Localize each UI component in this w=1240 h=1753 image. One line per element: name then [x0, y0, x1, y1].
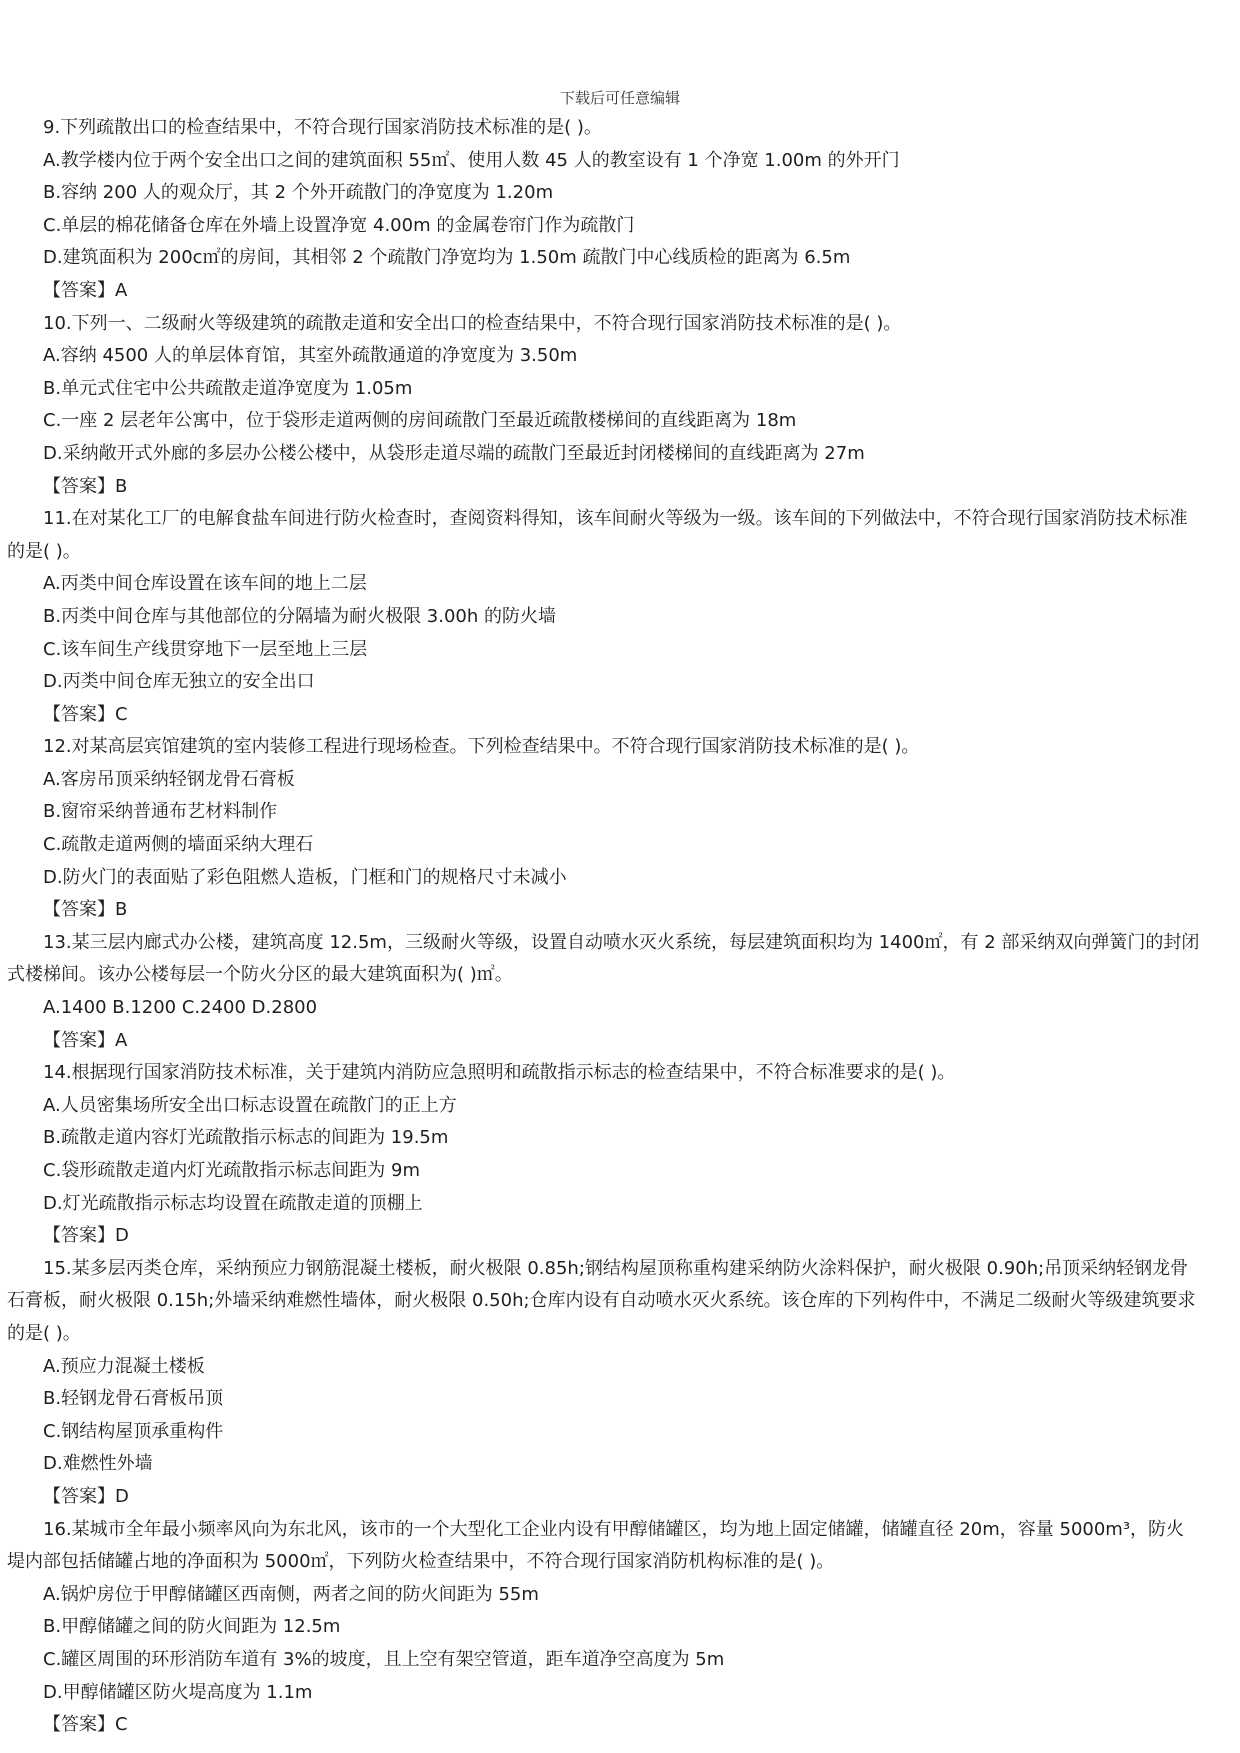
question-15-line-3: 的是( )。 — [7, 1322, 81, 1344]
option-14a: A.人员密集场所安全出口标志设置在疏散门的正上方 — [43, 1094, 457, 1116]
option-11d: D.丙类中间仓库无独立的安全出口 — [43, 671, 315, 693]
document-body — [7, 112, 1233, 1742]
question-15-line-2: 石膏板，耐火极限 0.15h;外墙采纳难燃性墙体，耐火极限 0.50h;仓库内设有自动喷水灭火系统。该仓库的下列构件中，不满足二级耐火等级建筑要求 — [7, 1290, 1196, 1312]
question-13-line-1: 13.某三层内廊式办公楼，建筑高度 12.5m，三级耐火等级，设置自动喷水灭火系统，每层建筑面积均为 1400㎡，有 2 部采纳双向弹簧门的封闭 — [43, 931, 1200, 953]
question-11-line-1: 11.在对某化工厂的电解食盐车间进行防火检查时，查阅资料得知，该车间耐火等级为一级。该车间的下列做法中，不符合现行国家消防技术标准 — [43, 508, 1188, 530]
option-10d: D.采纳敞开式外廊的多层办公楼公楼中，从袋形走道尽端的疏散门至最近封闭楼梯间的直线距离为 27m — [43, 442, 865, 464]
question-11-line-2: 的是( )。 — [7, 540, 81, 562]
answer-12: 【答案】B — [43, 899, 128, 921]
question-15-line-1: 15.某多层丙类仓库，采纳预应力钢筋混凝土楼板，耐火极限 0.85h;钢结构屋顶称重构建采纳防火涂料保护，耐火极限 0.90h;吊顶采纳轻钢龙骨 — [43, 1257, 1189, 1279]
answer-11: 【答案】C — [43, 703, 128, 725]
option-16b: B.甲醇储罐之间的防火间距为 12.5m — [43, 1616, 341, 1638]
options-13: A.1400 B.1200 C.2400 D.2800 — [43, 997, 318, 1019]
answer-9: 【答案】A — [43, 279, 128, 301]
option-10c: C.一座 2 层老年公寓中，位于袋形走道两侧的房间疏散门至最近疏散楼梯间的直线距离为 18m — [43, 410, 797, 432]
option-15a: A.预应力混凝土楼板 — [43, 1355, 205, 1377]
answer-16: 【答案】C — [43, 1714, 128, 1736]
option-9b: B.容纳 200 人的观众厅，其 2 个外开疏散门的净宽度为 1.20m — [43, 182, 554, 204]
option-14b: B.疏散走道内容灯光疏散指示标志的间距为 19.5m — [43, 1127, 449, 1149]
option-12d: D.防火门的表面贴了彩色阻燃人造板，门框和门的规格尺寸未减小 — [43, 866, 567, 888]
question-16-line-1: 16.某城市全年最小频率风向为东北风，该市的一个大型化工企业内设有甲醇储罐区，均为地上固定储罐，储罐直径 20m，容量 5000m³，防火 — [43, 1518, 1185, 1540]
question-16-line-2: 堤内部包括储罐占地的净面积为 5000㎡，下列防火检查结果中，不符合现行国家消防机构标准的是( )。 — [7, 1551, 835, 1573]
option-14c: C.袋形疏散走道内灯光疏散指示标志间距为 9m — [43, 1160, 420, 1181]
option-12b: B.窗帘采纳普通布艺材料制作 — [43, 801, 278, 823]
option-11c: C.该车间生产线贯穿地下一层至地上三层 — [43, 638, 368, 660]
answer-13: 【答案】A — [43, 1029, 128, 1051]
option-9d: D.建筑面积为 200c㎡的房间，其相邻 2 个疏散门净宽均为 1.50m 疏散门中心线质检的距离为 6.5m — [43, 247, 851, 269]
option-15b: B.轻钢龙骨石膏板吊顶 — [43, 1388, 224, 1410]
option-16c: C.罐区周围的环形消防车道有 3%的坡度，且上空有架空管道，距车道净空高度为 5m — [43, 1648, 725, 1670]
option-12c: C.疏散走道两侧的墙面采纳大理石 — [43, 834, 314, 856]
question-9: 9.下列疏散出口的检查结果中，不符合现行国家消防技术标准的是( )。 — [43, 117, 602, 138]
option-9a: A.教学楼内位于两个安全出口之间的建筑面积 55㎡、使用人数 45 人的教室设有 1 个净宽 1.00m 的外开门 — [43, 149, 900, 171]
option-12a: A.客房吊顶采纳轻钢龙骨石膏板 — [43, 768, 295, 790]
option-16a: A.锅炉房位于甲醇储罐区西南侧，两者之间的防火间距为 55m — [43, 1583, 539, 1605]
question-12: 12.对某高层宾馆建筑的室内装修工程进行现场检查。下列检查结果中。不符合现行国家消防技术标准的是( )。 — [43, 736, 920, 758]
option-16d: D.甲醇储罐区防火堤高度为 1.1m — [43, 1681, 313, 1703]
option-15d: D.难燃性外墙 — [43, 1453, 153, 1475]
option-11b: B.丙类中间仓库与其他部位的分隔墙为耐火极限 3.00h 的防火墙 — [43, 605, 556, 627]
question-13-line-2: 式楼梯间。该办公楼每层一个防火分区的最大建筑面积为( )㎡。 — [7, 964, 513, 986]
answer-10: 【答案】B — [43, 475, 128, 497]
option-9c: C.单层的棉花储备仓库在外墙上设置净宽 4.00m 的金属卷帘门作为疏散门 — [43, 214, 635, 236]
option-10b: B.单元式住宅中公共疏散走道净宽度为 1.05m — [43, 377, 413, 399]
question-14: 14.根据现行国家消防技术标准，关于建筑内消防应急照明和疏散指示标志的检查结果中，不符合标准要求的是( )。 — [43, 1062, 956, 1084]
option-11a: A.丙类中间仓库设置在该车间的地上二层 — [43, 573, 367, 595]
answer-15: 【答案】D — [43, 1485, 129, 1507]
question-10: 10.下列一、二级耐火等级建筑的疏散走道和安全出口的检查结果中，不符合现行国家消防技术标准的是( )。 — [43, 312, 902, 334]
page-header: 下载后可任意编辑 — [559, 89, 680, 107]
option-10a: A.容纳 4500 人的单层体育馆，其室外疏散通道的净宽度为 3.50m — [43, 345, 578, 367]
option-15c: C.钢结构屋顶承重构件 — [43, 1420, 224, 1442]
answer-14: 【答案】D — [43, 1225, 129, 1247]
option-14d: D.灯光疏散指示标志均设置在疏散走道的顶棚上 — [43, 1192, 423, 1214]
